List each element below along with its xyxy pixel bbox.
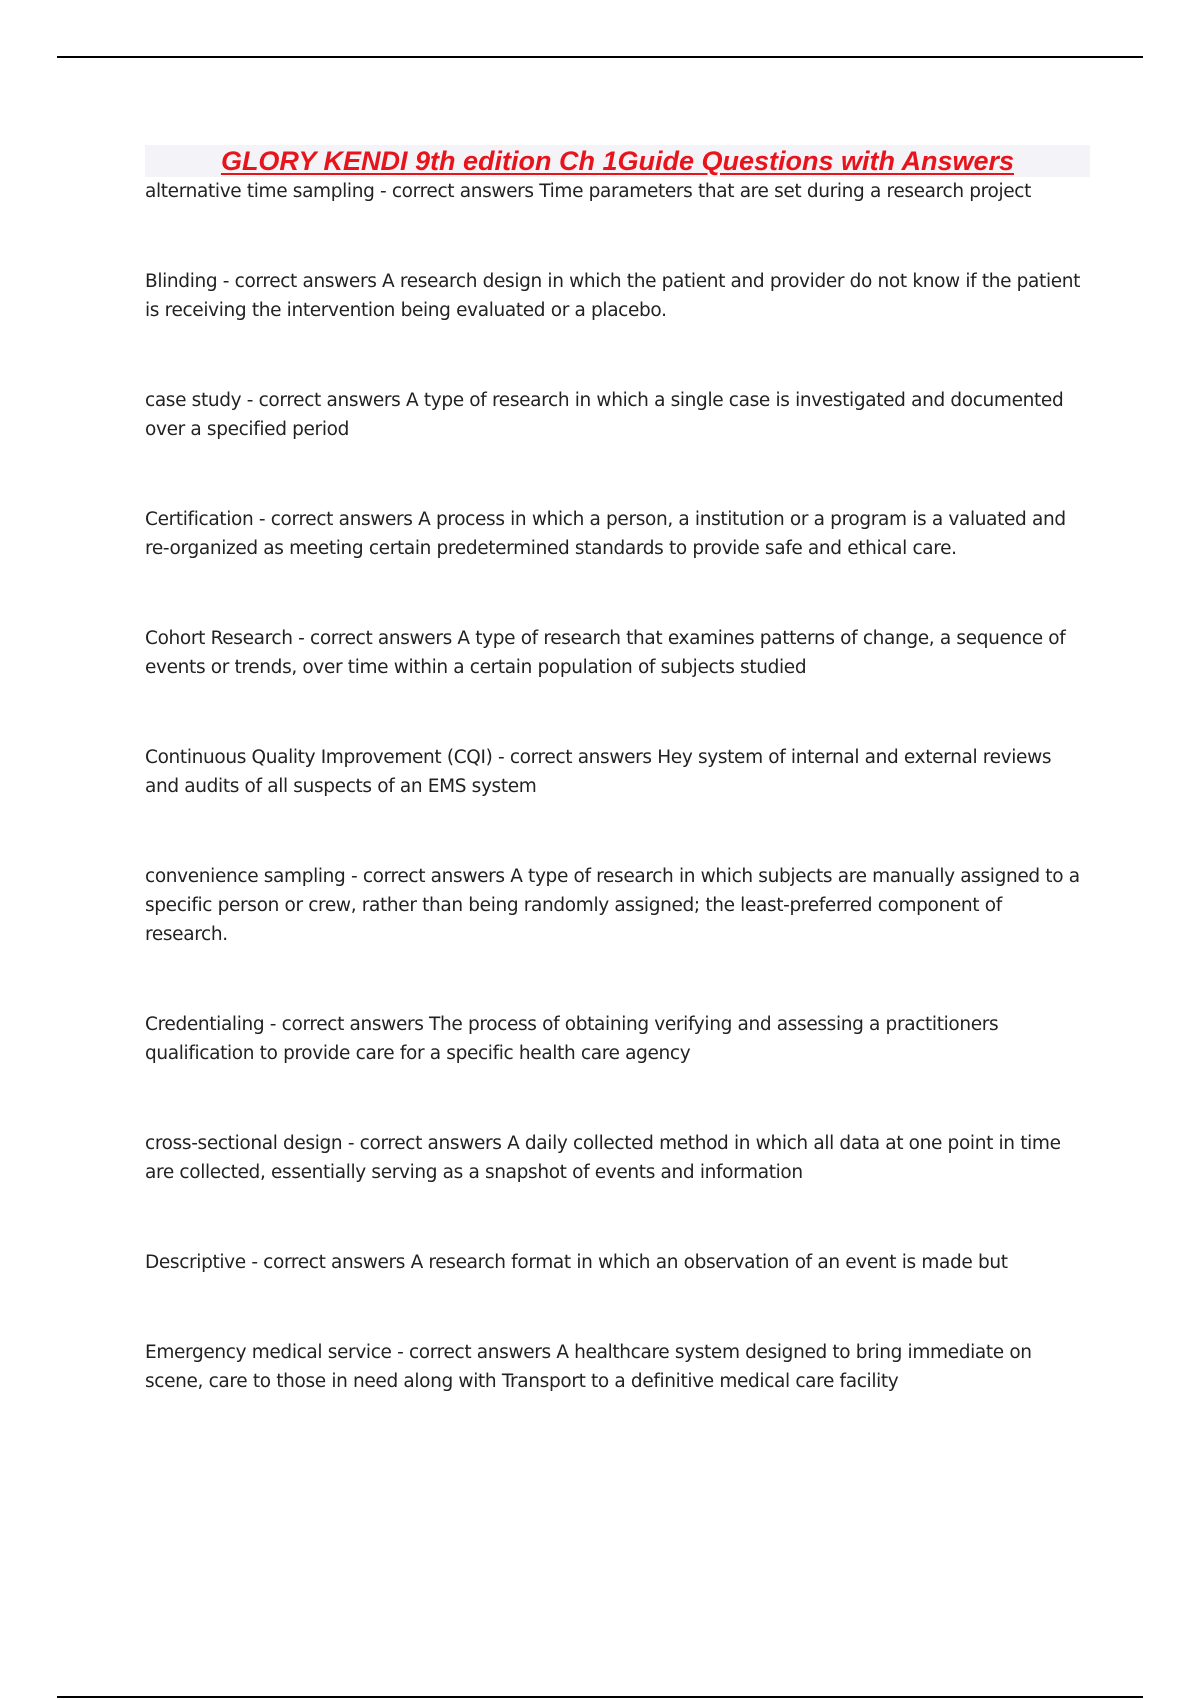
- glossary-entry-case-study: case study - correct answers A type of research in which a single case is investigated and documented over a specified period: [145, 390, 1064, 440]
- document-body: [145, 145, 1090, 1396]
- glossary-entry-descriptive: Descriptive - correct answers A research format in which an observation of an event is made but: [145, 1252, 1008, 1273]
- glossary-entry-cross-sectional-design: cross-sectional design - correct answers A daily collected method in which all data at one point in time are collected, essentially serving as a snapshot of events and information: [145, 1133, 1061, 1183]
- glossary-entry-cohort-research: Cohort Research - correct answers A type of research that examines patterns of change, a sequence of events or trends, over time within a certain population of subjects studied: [145, 628, 1066, 678]
- glossary-entry-alternative-time-sampling: alternative time sampling - correct answers Time parameters that are set during a research project: [145, 181, 1032, 202]
- glossary-list: [145, 177, 1090, 1396]
- glossary-entry-emergency-medical-service: Emergency medical service - correct answers A healthcare system designed to bring immediate on scene, care to those in need along with Transport to a definitive medical care facility: [145, 1342, 1032, 1392]
- glossary-entry-cqi: Continuous Quality Improvement (CQI) - correct answers Hey system of internal and external reviews and audits of all suspects of an EMS system: [145, 747, 1052, 797]
- glossary-entry-certification: Certification - correct answers A process in which a person, a institution or a program is a valuated and re-organized as meeting certain predetermined standards to provide safe and ethical care.: [145, 509, 1066, 559]
- footer-rule: [57, 1696, 1143, 1698]
- header-rule: [57, 56, 1143, 58]
- document-title: GLORY KENDI 9th edition Ch 1Guide Questions with Answers: [220, 146, 1015, 176]
- glossary-entry-convenience-sampling: convenience sampling - correct answers A type of research in which subjects are manually assigned to a specific person or crew, rather than being randomly assigned; the least-preferred component of research.: [145, 866, 1080, 945]
- glossary-entry-credentialing: Credentialing - correct answers The process of obtaining verifying and assessing a practitioners qualification to provide care for a specific health care agency: [145, 1014, 999, 1064]
- title-bar: [145, 145, 1090, 177]
- glossary-entry-blinding: Blinding - correct answers A research design in which the patient and provider do not know if the patient is receiving the intervention being evaluated or a placebo.: [145, 271, 1081, 321]
